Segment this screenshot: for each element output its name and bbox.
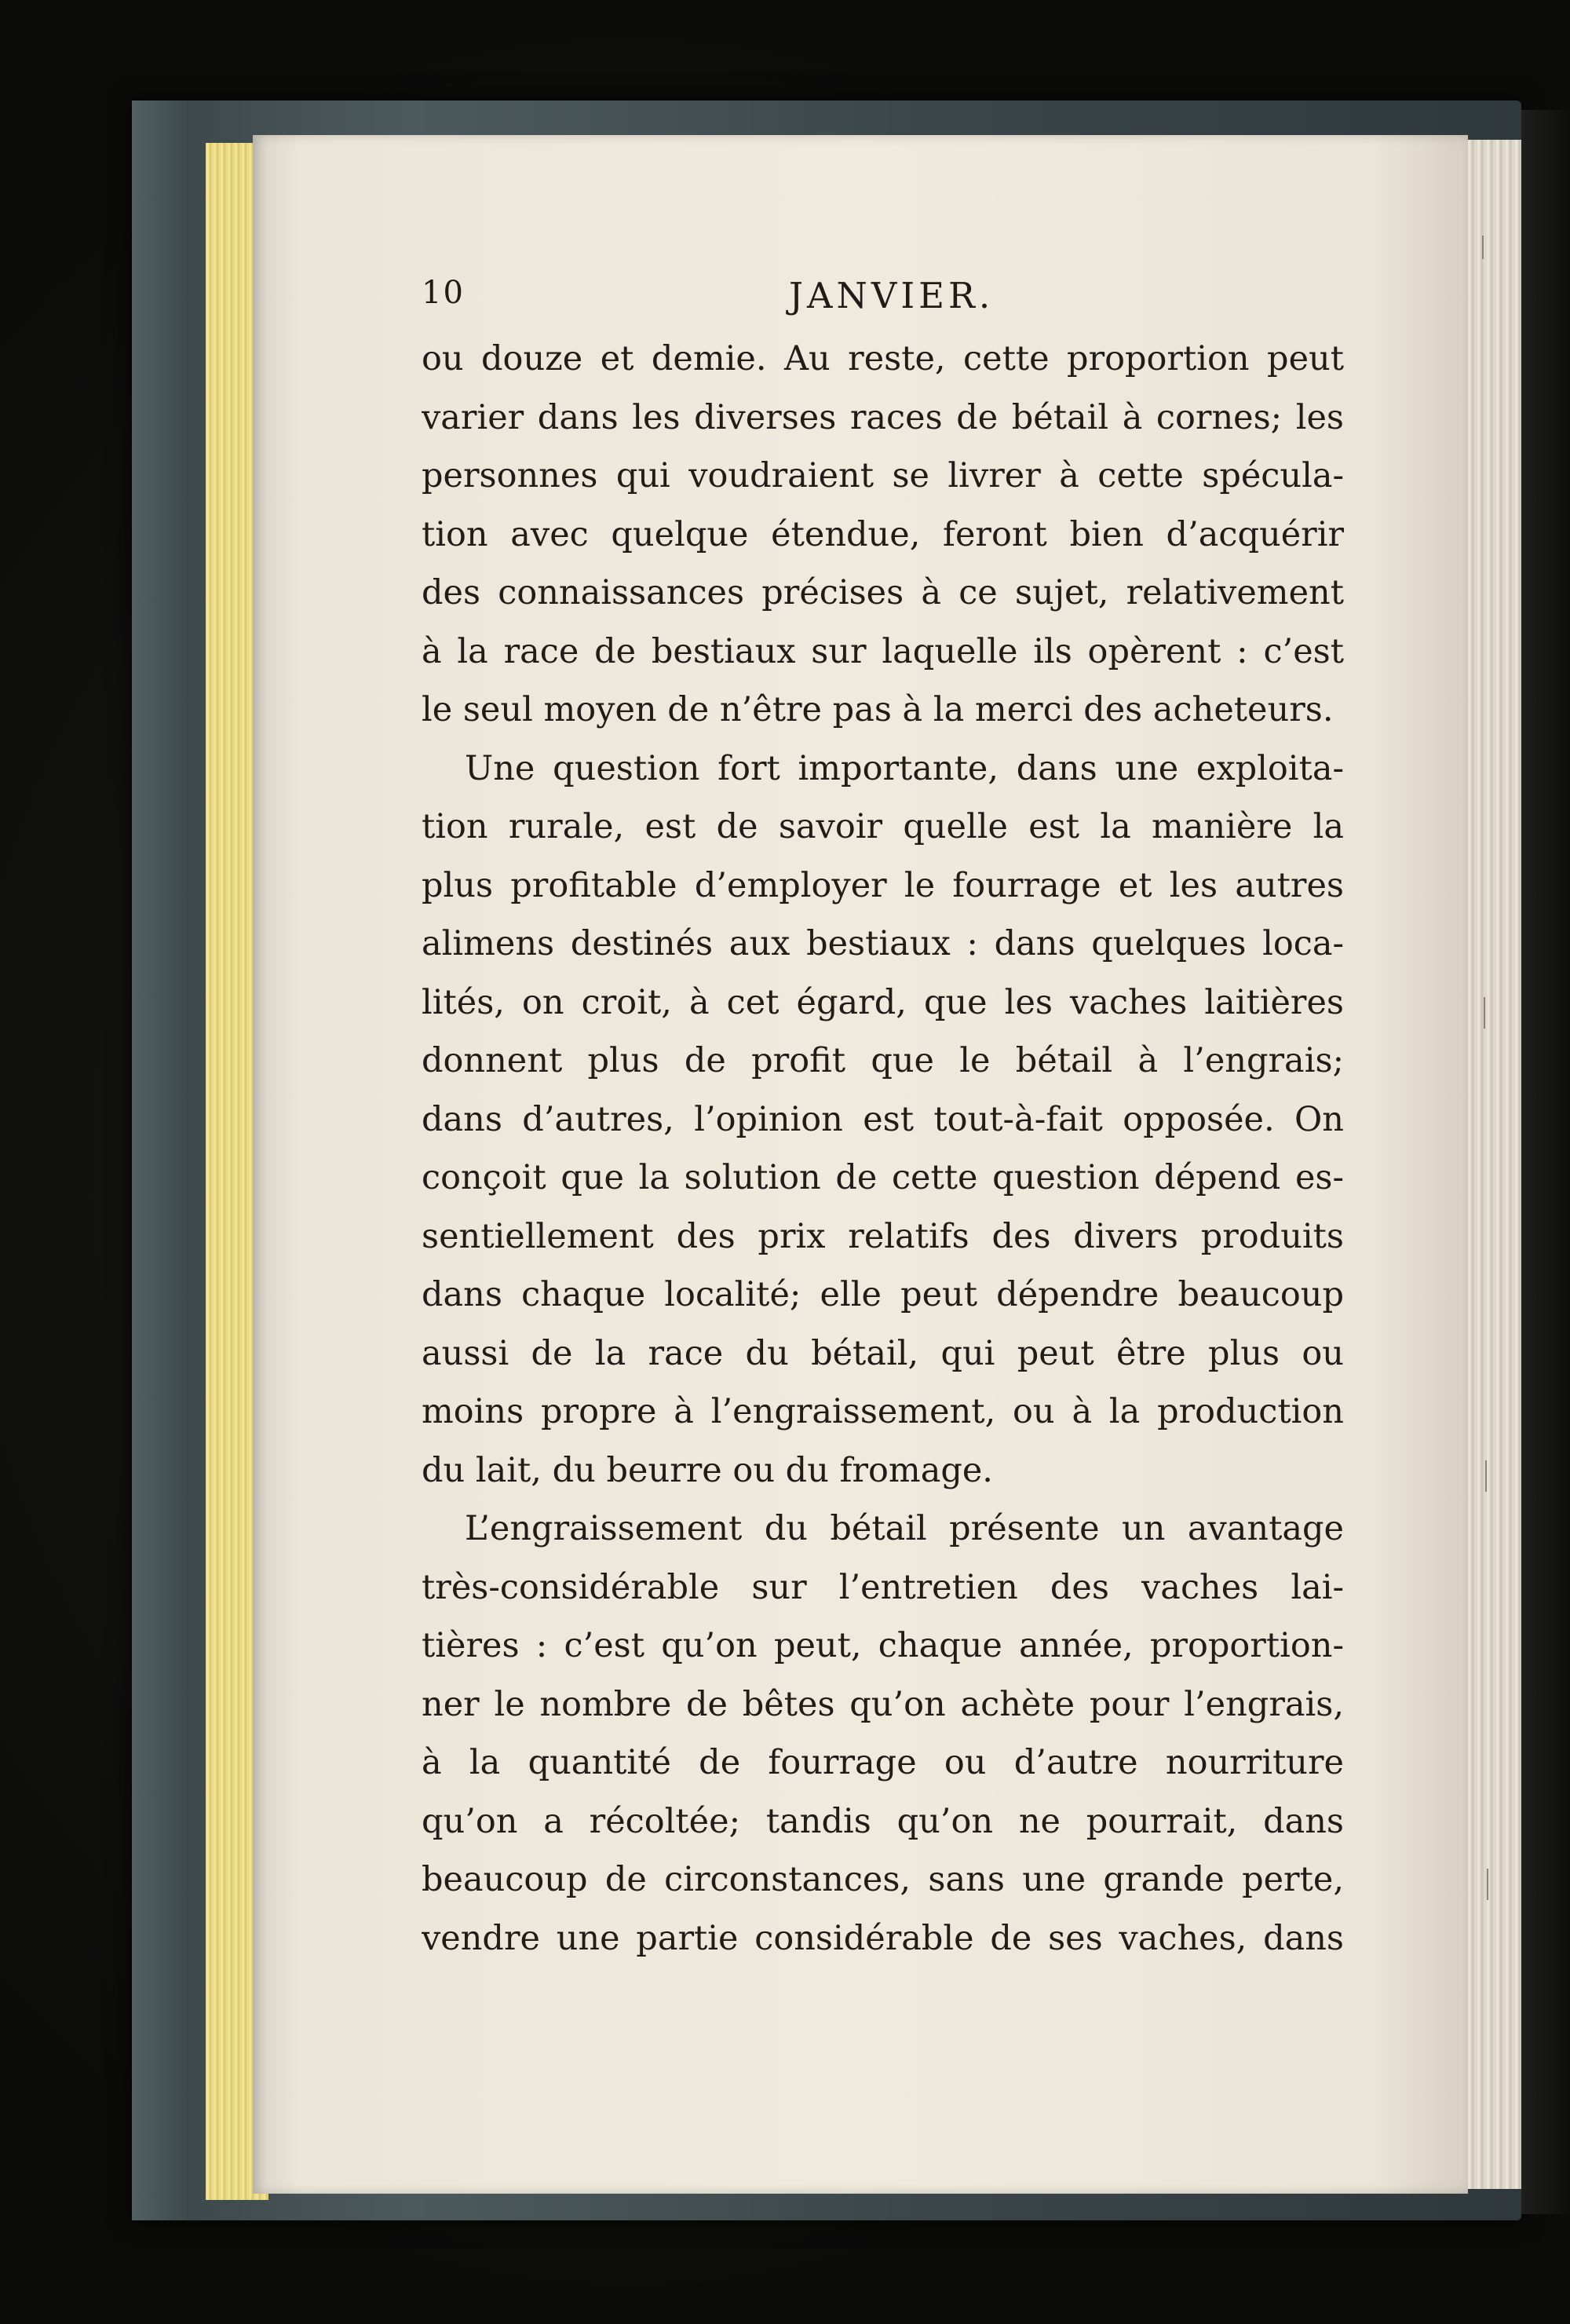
page-stack-right — [1466, 140, 1521, 2189]
page-header — [422, 275, 1340, 322]
text-line: alimens destinés aux bestiaux : dans quelques loca- — [422, 924, 1344, 963]
text-line: varier dans les diverses races de bétail à cornes; les — [422, 397, 1344, 437]
text-line: conçoit que la solution de cette question dépend es- — [422, 1158, 1344, 1197]
page-number: 10 — [422, 275, 465, 311]
text-line: plus profitable d’employer le fourrage et les autres — [422, 865, 1344, 905]
body-text — [422, 330, 1344, 1968]
margin-mark — [1485, 1460, 1487, 1492]
text-line: moins propre à l’engraissement, ou à la production — [422, 1392, 1344, 1431]
right-cover-edge — [1521, 110, 1570, 2214]
text-line: ou douze et demie. Au reste, cette proportion peut — [422, 339, 1344, 378]
text-line: dans chaque localité; elle peut dépendre beaucoup — [422, 1275, 1344, 1314]
text-line: sentiellement des prix relatifs des divers produits — [422, 1216, 1344, 1256]
margin-mark — [1484, 997, 1485, 1029]
text-line: donnent plus de profit que le bétail à l’engrais; — [422, 1041, 1344, 1080]
text-line: tion avec quelque étendue, feront bien d’acquérir — [422, 514, 1344, 554]
text-line: à la quantité de fourrage ou d’autre nourriture — [422, 1743, 1344, 1782]
text-line: tières : c’est qu’on peut, chaque année, proportion- — [422, 1626, 1344, 1665]
text-line: qu’on a récoltée; tandis qu’on ne pourrait, dans — [422, 1801, 1344, 1841]
text-line: à la race de bestiaux sur laquelle ils opèrent : c’est — [422, 631, 1344, 671]
text-line: vendre une partie considérable de ses vaches, dans — [422, 1918, 1344, 1958]
text-line: Une question fort importante, dans une exploita- — [465, 748, 1344, 788]
text-line: beaucoup de circonstances, sans une grande perte, — [422, 1860, 1344, 1899]
text-line: personnes qui voudraient se livrer à cette spécula- — [422, 456, 1344, 495]
text-line: ner le nombre de bêtes qu’on achète pour l’engrais, — [422, 1684, 1344, 1724]
text-line: aussi de la race du bétail, qui peut être plus ou — [422, 1333, 1344, 1373]
cover-edge — [132, 100, 187, 2220]
text-line: tion rurale, est de savoir quelle est la manière la — [422, 807, 1344, 846]
text-line: L’engraissement du bétail présente un avantage — [465, 1509, 1344, 1548]
text-line: des connaissances précises à ce sujet, relativement — [422, 573, 1344, 612]
margin-mark — [1482, 236, 1484, 259]
text-line: dans d’autres, l’opinion est tout-à-fait opposée. On — [422, 1099, 1344, 1139]
text-line: du lait, du beurre ou du fromage. — [422, 1450, 993, 1490]
text-line: très-considérable sur l’entretien des vaches lai- — [422, 1567, 1344, 1607]
margin-mark — [1487, 1869, 1488, 1900]
text-line: lités, on croit, à cet égard, que les vaches laitières — [422, 982, 1344, 1022]
running-head: JANVIER. — [789, 275, 995, 316]
text-line: le seul moyen de n’être pas à la merci des acheteurs. — [422, 690, 1334, 729]
